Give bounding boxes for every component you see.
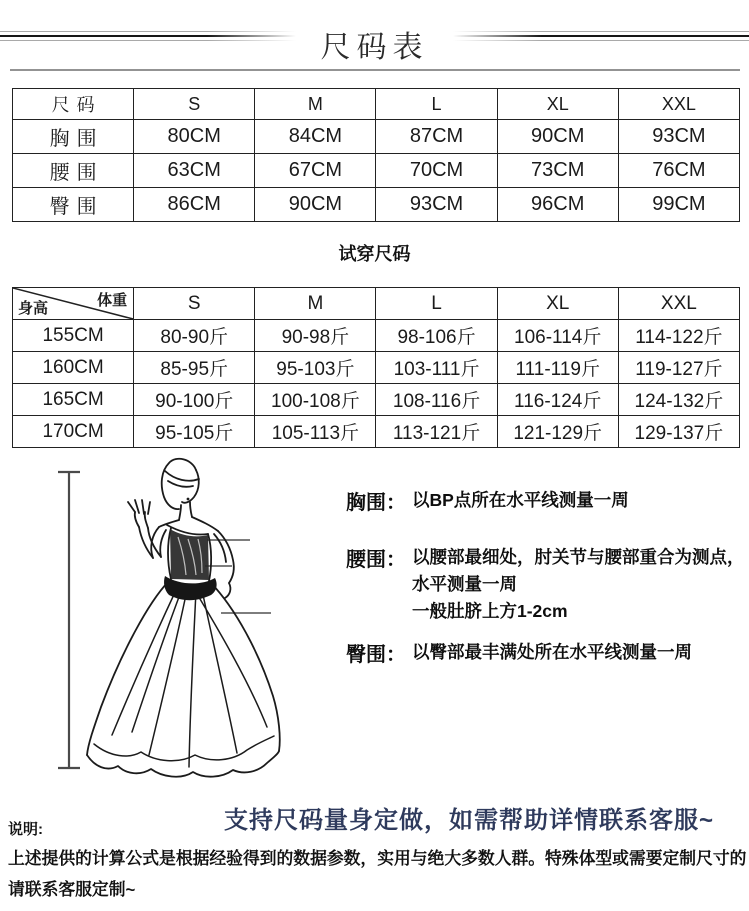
table-cell: 90CM [497, 120, 618, 154]
table-cell: M [255, 89, 376, 120]
bust-note [346, 486, 748, 515]
table-cell: 116-124斤 [497, 384, 618, 416]
table-cell: 96CM [497, 188, 618, 222]
table-cell: 84CM [255, 120, 376, 154]
table-cell: 124-132斤 [618, 384, 739, 416]
note-label: 说明: [8, 821, 43, 838]
table-cell: 86CM [134, 188, 255, 222]
diagonal-header-cell [13, 288, 134, 320]
bodice-shading [170, 529, 209, 580]
custom-sizing-note: 支持尺码量身定做，如需帮助详情联系客服~ [224, 807, 715, 834]
dress-sketch [38, 455, 340, 807]
table-row [13, 384, 740, 416]
hip-text: 以臀部最丰满处所在水平线测量一周 [412, 642, 692, 662]
table-cell: 70CM [376, 154, 497, 188]
table-cell: 93CM [376, 188, 497, 222]
table-row [13, 188, 740, 222]
corner-weight-label: 体重 [97, 292, 128, 309]
table-row [13, 89, 740, 120]
table-cell: 67CM [255, 154, 376, 188]
table-cell: 99CM [618, 188, 739, 222]
waist-text-line1: 以腰部最细处，肘关节与腰部重合为测点，水平测量一周 [412, 547, 745, 594]
disclaimer-text: 上述提供的计算公式是根据经验得到的数据参数，实用与绝大多数人群。特殊体型或需要定制尺寸的请联系客服定制~ [8, 849, 747, 899]
row-label: 155CM [13, 320, 134, 352]
height-measure-line [58, 472, 80, 768]
hip-note [346, 638, 748, 667]
table-cell: XL [497, 89, 618, 120]
table-cell: 113-121斤 [376, 416, 497, 448]
table-cell: 95-103斤 [255, 352, 376, 384]
table-row [13, 320, 740, 352]
table-cell: 85-95斤 [134, 352, 255, 384]
hip-label: 臀围： [346, 644, 406, 666]
table-cell: XXL [618, 288, 739, 320]
table-cell: 73CM [497, 154, 618, 188]
row-label: 160CM [13, 352, 134, 384]
bust-text: 以BP点所在水平线测量一周 [412, 490, 629, 510]
table-cell: 111-119斤 [497, 352, 618, 384]
table-cell: 87CM [376, 120, 497, 154]
waist-text [412, 543, 748, 625]
table-cell: 121-129斤 [497, 416, 618, 448]
table-cell: 63CM [134, 154, 255, 188]
table-cell: 尺码 [13, 89, 134, 120]
table-cell: 106-114斤 [497, 320, 618, 352]
table-cell: 105-113斤 [255, 416, 376, 448]
table-cell: S [134, 89, 255, 120]
table-cell: 90CM [255, 188, 376, 222]
tryon-table [12, 287, 740, 448]
row-label: 腰围 [13, 154, 134, 188]
horizontal-rule [10, 69, 740, 71]
table-cell: 114-122斤 [618, 320, 739, 352]
table-row [13, 154, 740, 188]
table-cell: 103-111斤 [376, 352, 497, 384]
face-detail [187, 498, 190, 501]
table-cell: 98-106斤 [376, 320, 497, 352]
waist-label: 腰围： [346, 549, 406, 571]
table-cell: 90-100斤 [134, 384, 255, 416]
table-cell: 129-137斤 [618, 416, 739, 448]
table-cell: XXL [618, 89, 739, 120]
table-row [13, 120, 740, 154]
table-cell: S [134, 288, 255, 320]
page-title: 尺码表 [320, 31, 429, 64]
table-cell: 93CM [618, 120, 739, 154]
table-cell: 90-98斤 [255, 320, 376, 352]
table-cell: 80CM [134, 120, 255, 154]
table-cell: L [376, 288, 497, 320]
measure-pointer-lines [205, 540, 271, 613]
row-label: 165CM [13, 384, 134, 416]
table-row [13, 288, 740, 320]
row-label: 臀围 [13, 188, 134, 222]
table-cell: M [255, 288, 376, 320]
table-cell: 100-108斤 [255, 384, 376, 416]
table-cell: 95-105斤 [134, 416, 255, 448]
table-row [13, 352, 740, 384]
corner-height-label: 身高 [18, 300, 49, 317]
waist-text-line2: 一般肚脐上方1-2cm [412, 601, 568, 621]
dress-outline [87, 459, 280, 777]
row-label: 170CM [13, 416, 134, 448]
bust-label: 胸围： [346, 492, 406, 514]
table-cell: XL [497, 288, 618, 320]
table-cell: 80-90斤 [134, 320, 255, 352]
waist-note [346, 543, 748, 625]
table-row [13, 416, 740, 448]
tryon-subtitle: 试穿尺码 [338, 244, 411, 264]
table-cell: 119-127斤 [618, 352, 739, 384]
table-cell: L [376, 89, 497, 120]
table-cell: 76CM [618, 154, 739, 188]
table-cell: 108-116斤 [376, 384, 497, 416]
size-table [12, 88, 740, 222]
row-label: 胸围 [13, 120, 134, 154]
